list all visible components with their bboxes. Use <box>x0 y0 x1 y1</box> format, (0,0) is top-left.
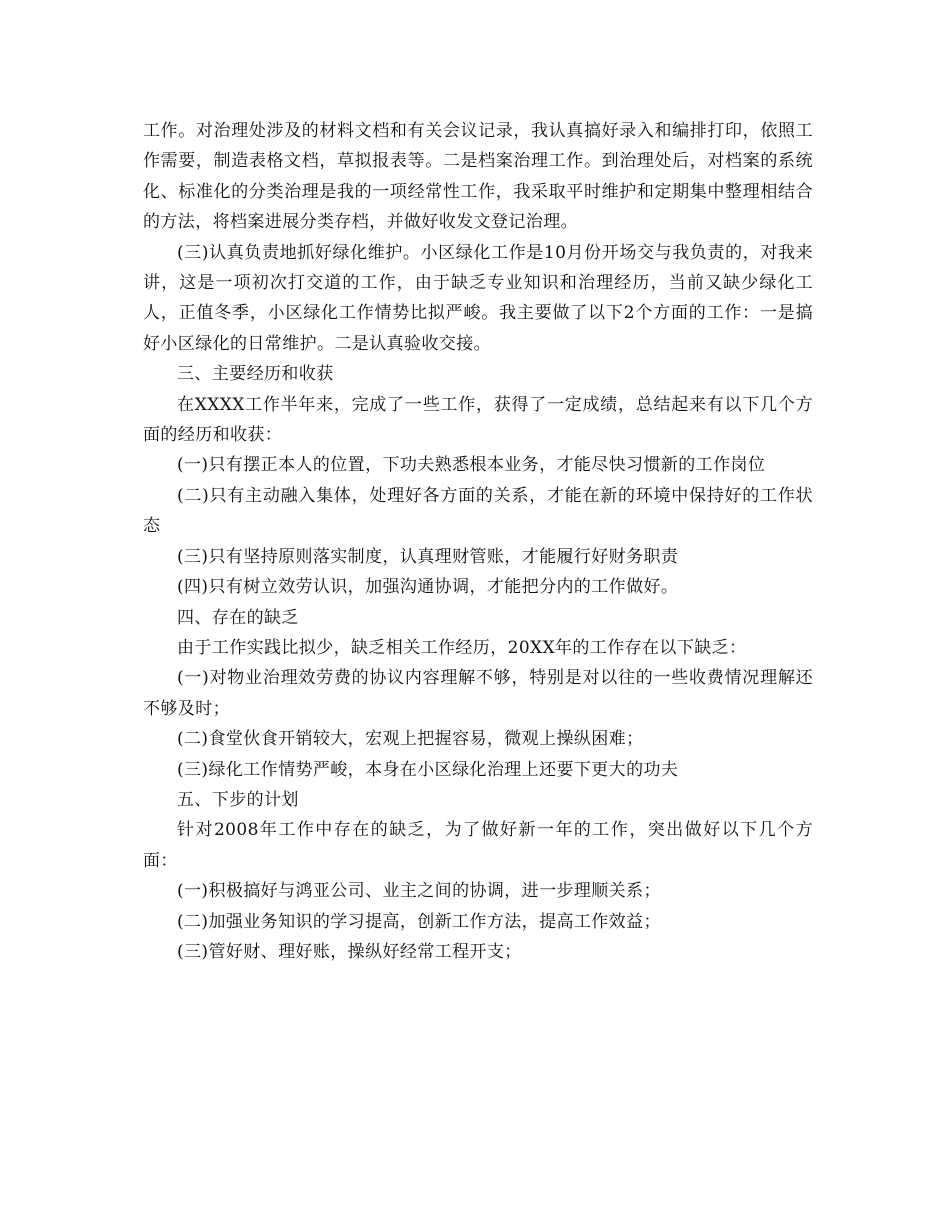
list-item: (三)绿化工作情势严峻，本身在小区绿化治理上还要下更大的功夫 <box>177 759 679 780</box>
paragraph: 由于工作实践比拟少，缺乏相关工作经历，20XX年的工作存在以下缺乏： <box>177 637 747 658</box>
list-item: (二)加强业务知识的学习提高，创新工作方法，提高工作效益； <box>177 911 661 932</box>
list-item: (一)积极搞好与鸿亚公司、业主之间的协调，进一步理顺关系； <box>177 881 661 902</box>
list-item: (一)对物业治理效劳费的协议内容理解不够，特别是对以往的一些收费情况理解还不够及时； <box>143 668 813 719</box>
list-item: (二)只有主动融入集体，处理好各方面的关系，才能在新的环境中保持好的工作状态 <box>143 485 813 537</box>
list-item: (二)食堂伙食开销较大，宏观上把握容易，微观上操纵困难； <box>177 729 644 750</box>
document-body <box>143 116 813 967</box>
section-heading: 四、存在的缺乏 <box>177 607 299 628</box>
paragraph: 工作。对治理处涉及的材料文档和有关会议记录，我认真搞好录入和编排打印，依照工作需要，制造表格文档，草拟报表等。二是档案治理工作。到治理处后，对档案的系统化、标准化的分类治理是我的一项经常性工作，我采取平时维护和定期集中整理相结合的方法，将档案进展分类存档，并做好收发文登记治理。 <box>143 121 813 233</box>
section-heading: 三、主要经历和收获 <box>177 364 334 385</box>
list-item: (三)管好财、理好账，操纵好经常工程开支； <box>177 941 522 962</box>
list-item: (四)只有树立效劳认识，加强沟通协调，才能把分内的工作做好。 <box>177 577 679 598</box>
list-item: (三)只有坚持原则落实制度，认真理财管账，才能履行好财务职责 <box>177 546 679 567</box>
paragraph: 在XXXX工作半年来，完成了一些工作，获得了一定成绩，总结起来有以下几个方面的经历和收获： <box>143 394 813 446</box>
list-item: (一)只有摆正本人的位置，下功夫熟悉根本业务，才能尽快习惯新的工作岗位 <box>177 455 766 476</box>
section-heading: 五、下步的计划 <box>177 789 299 810</box>
paragraph: 针对2008年工作中存在的缺乏，为了做好新一年的工作，突出做好以下几个方面： <box>143 820 813 871</box>
paragraph: (三)认真负责地抓好绿化维护。小区绿化工作是10月份开场交与我负责的，对我来讲，这是一项初次打交道的工作，由于缺乏专业知识和治理经历，当前又缺少绿化工人，正值冬季，小区绿化工作情势比拟严峻。我主要做了以下2个方面的工作：一是搞好小区绿化的日常维护。二是认真验收交接。 <box>143 242 813 354</box>
